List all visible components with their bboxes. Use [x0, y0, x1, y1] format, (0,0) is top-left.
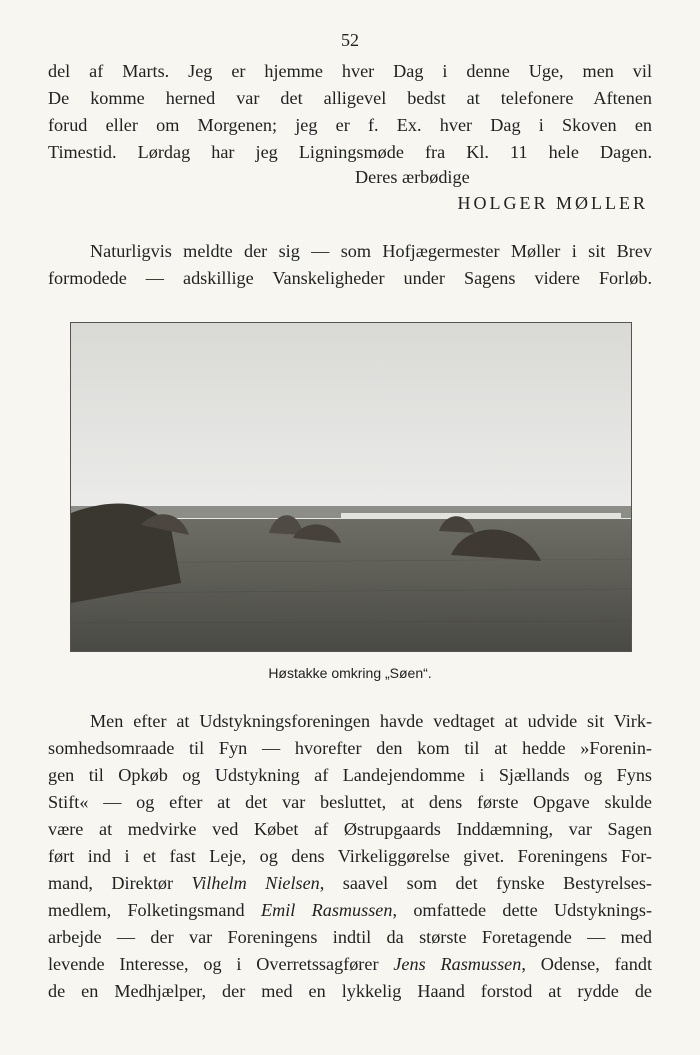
paragraph-line — [48, 708, 652, 735]
letter-text — [48, 58, 652, 166]
letter-line: De komme herned var det alligevel bedst at telefonere Aftenen — [48, 88, 652, 108]
paragraph-line — [48, 951, 652, 978]
paragraph-1 — [48, 238, 652, 292]
text-segment: de en Medhjælper, der med en lykkelig Haand forstod at rydde de — [48, 981, 652, 1001]
text-segment: Men efter at Udstykningsforeningen havde vedtaget at udvide sit Virk- — [90, 711, 652, 731]
letter-line: Timestid. Lørdag har jeg Ligningsmøde fra Kl. 11 hele Dagen. — [48, 142, 652, 162]
paragraph-line — [48, 897, 652, 924]
paragraph-line — [48, 816, 652, 843]
letter-line: forud eller om Morgenen; jeg er f. Ex. hver Dag i Skoven en — [48, 115, 652, 135]
text-segment: mand, Direktør — [48, 873, 192, 893]
text-segment: , omfattede dette Udstyknings- — [392, 900, 653, 920]
paragraph-line: Naturligvis meldte der sig — som Hofjægermester Møller i sit Brev — [90, 241, 652, 261]
haystack-photo — [70, 322, 632, 652]
letter-closing: Deres ærbødige — [355, 167, 470, 187]
text-segment: medlem, Folketingsmand — [48, 900, 261, 920]
letter-line: del af Marts. Jeg er hjemme hver Dag i denne Uge, men vil — [48, 61, 652, 81]
text-segment: , saavel som det fynske Bestyrelses- — [319, 873, 652, 893]
text-segment: levende Interesse, og i Overretssagfører — [48, 954, 394, 974]
paragraph-2 — [48, 708, 652, 1005]
text-segment: , Odense, fandt — [521, 954, 653, 974]
text-segment: Stift« — og efter at det var besluttet, at dens første Opgave skulde — [48, 792, 652, 812]
page-number: 52 — [341, 30, 359, 50]
person-name: Emil Rasmussen — [260, 900, 393, 920]
figure-caption: Høstakke omkring „Søen“. — [268, 665, 432, 681]
text-segment: ført ind i et fast Leje, og dens Virkeliggørelse givet. Foreningens For- — [48, 846, 652, 866]
text-segment: være at medvirke ved Købet af Østrupgaards Inddæmning, var Sagen — [48, 819, 652, 839]
paragraph-line: formodede — adskillige Vanskeligheder under Sagens videre Forløb. — [48, 268, 652, 288]
text-segment: gen til Opkøb og Udstykning af Landejendomme i Sjællands og Fyns — [48, 765, 652, 785]
letter-signature: HOLGER MØLLER — [457, 193, 648, 213]
text-segment: arbejde — der var Foreningens indtil da største Foretagende — med — [48, 927, 652, 947]
paragraph-line — [48, 735, 652, 762]
paragraph-line — [48, 843, 652, 870]
person-name: Jens Rasmussen — [393, 954, 522, 974]
paragraph-line — [48, 978, 652, 1005]
person-name: Vilhelm Nielsen — [191, 873, 320, 893]
paragraph-line — [48, 762, 652, 789]
paragraph-line — [48, 789, 652, 816]
paragraph-line — [48, 924, 652, 951]
text-segment: somhedsomraade til Fyn — hvorefter den kom til at hedde »Forenin- — [48, 738, 652, 758]
paragraph-line — [48, 870, 652, 897]
